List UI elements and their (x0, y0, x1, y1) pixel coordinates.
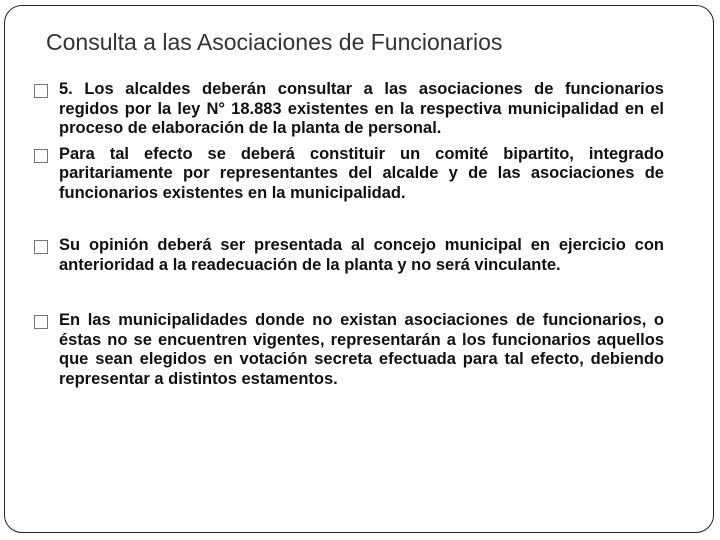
bullet-item (34, 80, 664, 139)
bullet-text: 5. Los alcaldes deberán consultar a las asociaciones de funcionarios regidos por la ley N° 18.883 existentes en la respectiva municipalidad en el proceso de elaboración de la planta de personal. (59, 80, 664, 137)
bullet-text: En las municipalidades donde no existan asociaciones de funcionarios, o éstas no se encuentren vigentes, representarán a los funcionarios aquellos que sean elegidos en votación secreta efectuada para tal efecto, debiendo representar a distintos estamentos. (59, 311, 664, 388)
bullet-item (34, 236, 664, 275)
bullet-item (34, 145, 664, 204)
box-bullet-icon (34, 84, 48, 98)
bullet-text: Su opinión deberá ser presentada al concejo municipal en ejercicio con anterioridad a la readecuación de la planta y no será vinculante. (59, 236, 664, 274)
slide-title: Consulta a las Asociaciones de Funcionarios (46, 29, 503, 55)
box-bullet-icon (34, 149, 48, 163)
box-bullet-icon (34, 315, 48, 329)
bullet-item (34, 311, 664, 389)
bullet-text: Para tal efecto se deberá constituir un comité bipartito, integrado paritariamente por representantes del alcalde y de las asociaciones de funcionarios existentes en la municipalidad. (59, 144, 664, 202)
bullet-list (34, 80, 664, 389)
box-bullet-icon (34, 240, 48, 254)
